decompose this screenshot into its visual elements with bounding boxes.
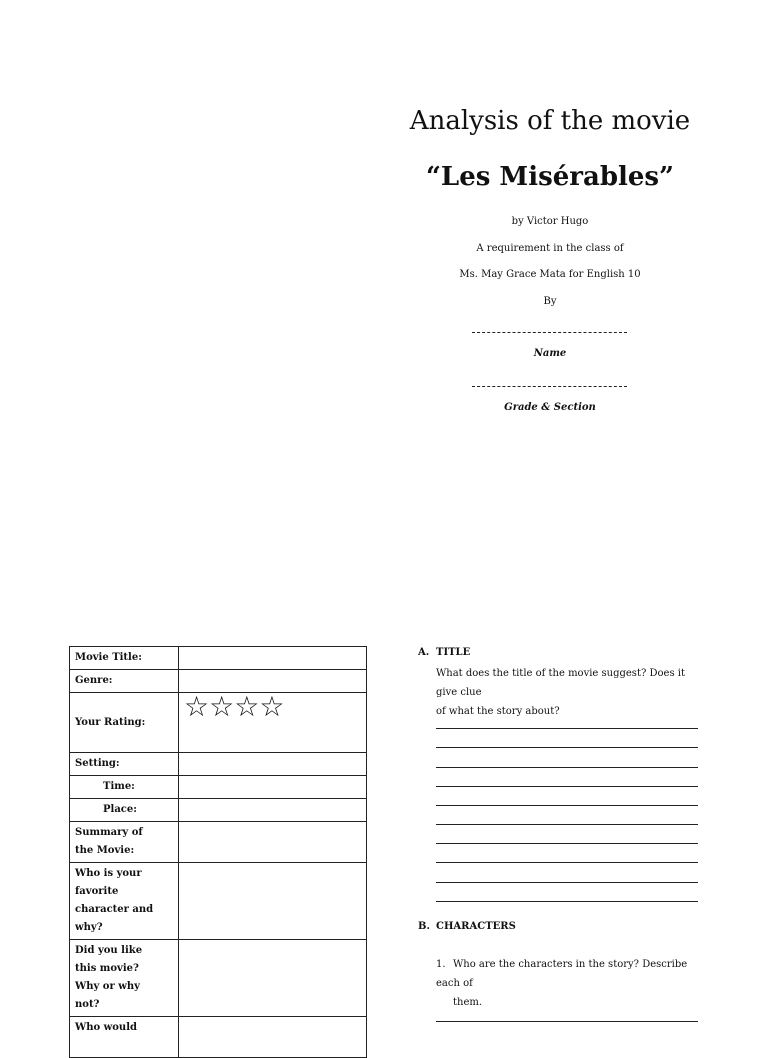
answer-line[interactable] <box>436 882 698 883</box>
document-title: Analysis of the movie <box>409 106 691 136</box>
recommend-field[interactable] <box>179 1017 367 1058</box>
answer-line[interactable] <box>436 747 698 748</box>
answer-line[interactable] <box>436 786 698 787</box>
table-row <box>70 647 367 670</box>
table-row <box>70 822 367 863</box>
rating-label: Your Rating: <box>70 693 179 753</box>
author-line: by Victor Hugo <box>511 216 589 227</box>
answer-line[interactable] <box>436 824 698 825</box>
answer-line[interactable] <box>436 767 698 768</box>
like-movie-label: Did you like this movie? Why or why not? <box>70 940 179 1017</box>
star-icon[interactable]: ☆ <box>209 690 235 723</box>
section-title <box>418 646 708 721</box>
table-row <box>70 799 367 822</box>
grade-signature-line[interactable] <box>472 386 627 387</box>
star-icon[interactable]: ☆ <box>184 690 210 723</box>
section-a-heading: A. TITLE <box>418 647 471 658</box>
name-signature-line[interactable] <box>472 332 627 333</box>
recommend-label: Who would <box>70 1017 179 1058</box>
by-line: By <box>543 296 557 307</box>
section-characters <box>418 920 708 934</box>
movie-info-table <box>69 646 367 1058</box>
table-row <box>70 863 367 940</box>
setting-label: Setting: <box>70 753 179 776</box>
answer-line[interactable] <box>436 728 698 729</box>
answer-line[interactable] <box>436 805 698 806</box>
answer-line[interactable] <box>436 862 698 863</box>
movie-title-field[interactable] <box>179 647 367 670</box>
table-row <box>70 776 367 799</box>
grade-section-label: Grade & Section <box>504 402 596 413</box>
answer-line[interactable] <box>436 901 698 902</box>
name-label: Name <box>533 348 567 359</box>
movie-title-label: Movie Title: <box>70 647 179 670</box>
section-a-question: What does the title of the movie suggest? Does it give clue of what the story about? <box>436 668 685 717</box>
like-movie-field[interactable] <box>179 940 367 1017</box>
favorite-character-field[interactable] <box>179 863 367 940</box>
time-field[interactable] <box>179 776 367 799</box>
table-row <box>70 1017 367 1058</box>
favorite-character-label: Who is your favorite character and why? <box>70 863 179 940</box>
table-row <box>70 753 367 776</box>
table-row <box>70 693 367 753</box>
rating-stars[interactable] <box>184 690 361 723</box>
table-row <box>70 940 367 1017</box>
setting-field[interactable] <box>179 753 367 776</box>
genre-label: Genre: <box>70 670 179 693</box>
rating-field[interactable] <box>179 690 367 753</box>
answer-line[interactable] <box>436 1021 698 1022</box>
star-icon[interactable]: ☆ <box>234 690 260 723</box>
characters-question-1: 1. Who are the characters in the story? Describe each of them. <box>436 959 688 1008</box>
place-field[interactable] <box>179 799 367 822</box>
section-b-heading: B. CHARACTERS <box>418 921 516 932</box>
teacher-line: Ms. May Grace Mata for English 10 <box>459 269 641 280</box>
summary-label: Summary of the Movie: <box>70 822 179 863</box>
summary-field[interactable] <box>179 822 367 863</box>
answer-line[interactable] <box>436 843 698 844</box>
place-label: Place: <box>70 799 179 822</box>
star-icon[interactable]: ☆ <box>259 690 285 723</box>
time-label: Time: <box>70 776 179 799</box>
movie-name: “Les Misérables” <box>425 162 675 192</box>
requirement-line: A requirement in the class of <box>476 243 624 254</box>
